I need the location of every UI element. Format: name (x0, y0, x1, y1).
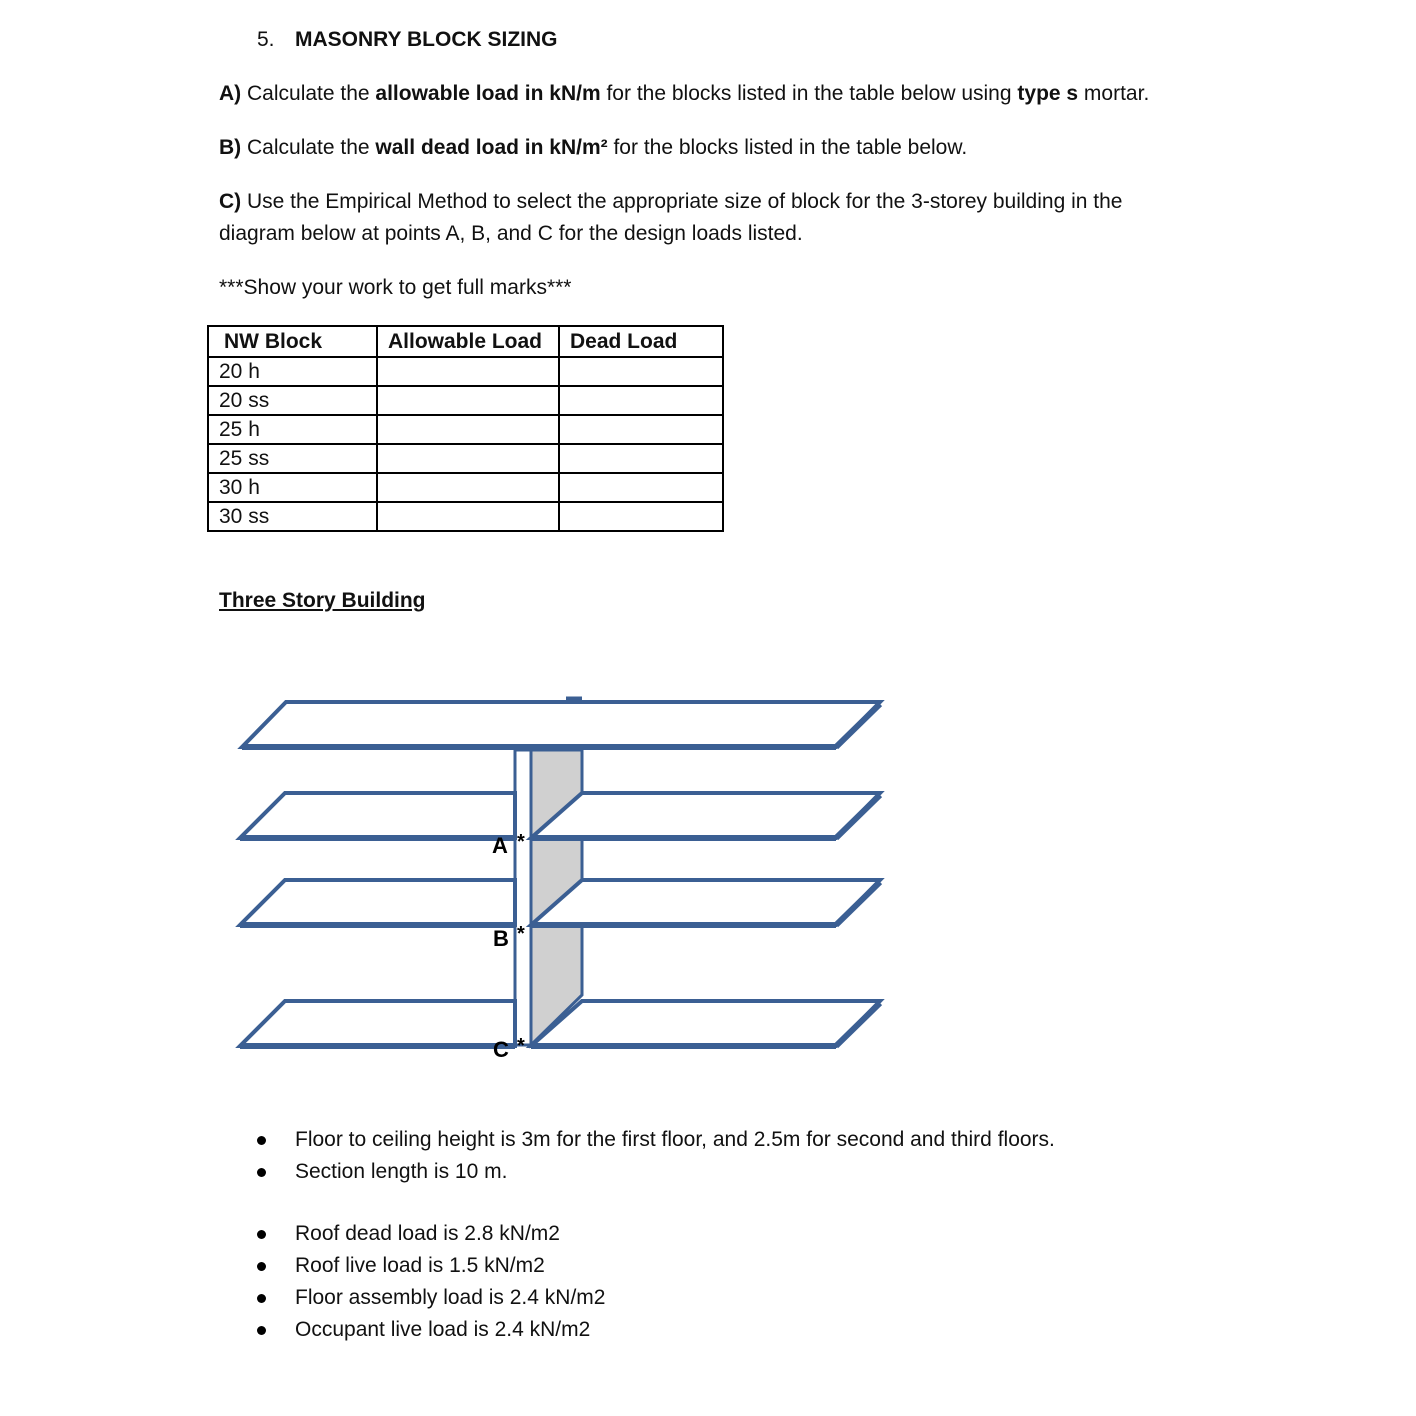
list-item (0, 1218, 605, 1250)
question-b-text: Calculate the (241, 136, 376, 159)
question-a-emphasis: allowable load in kN/m (375, 82, 601, 105)
question-b-text-end: for the blocks listed in the table below. (607, 136, 968, 159)
bullet-icon (257, 1168, 266, 1177)
list-item-text: Occupant live load is 2.4 kN/m2 (295, 1318, 591, 1341)
list-item (0, 1250, 605, 1282)
header-allowable-load: Allowable Load (377, 326, 559, 357)
block-cell: 30 h (208, 473, 377, 502)
wall-edge (515, 750, 531, 1045)
section-title: MASONRY BLOCK SIZING (295, 28, 558, 51)
point-b-label: B (493, 926, 509, 951)
list-item (0, 1282, 605, 1314)
question-a-text-mid: for the blocks listed in the table below using (600, 82, 1018, 105)
list-item-text: Floor assembly load is 2.4 kN/m2 (295, 1286, 606, 1309)
design-loads-list (0, 1218, 605, 1346)
question-c-text: Use the Empirical Method to select the appropriate size of block for the 3-storey building in the (241, 190, 1123, 213)
question-b-label: B) (219, 136, 242, 159)
block-cell: 25 ss (208, 444, 377, 473)
list-item-text: Roof dead load is 2.8 kN/m2 (295, 1222, 560, 1245)
block-cell: 30 ss (208, 502, 377, 531)
question-a-label: A) (219, 82, 242, 105)
bullet-icon (257, 1136, 266, 1145)
question-a-emphasis-2: type s (1017, 82, 1079, 105)
header-nw-block: NW Block (208, 326, 377, 357)
point-c-label: C (493, 1037, 509, 1062)
section-number: 5. (257, 28, 275, 51)
point-a-marker: * (517, 831, 525, 853)
block-cell: 20 ss (208, 386, 377, 415)
question-c-line-2: diagram below at points A, B, and C for the design loads listed. (219, 222, 803, 245)
building-parameters-list (0, 1124, 1055, 1188)
header-dead-load: Dead Load (559, 326, 723, 357)
block-cell: 25 h (208, 415, 377, 444)
point-a-label: A (492, 833, 508, 858)
list-item-text: Section length is 10 m. (295, 1160, 508, 1183)
list-item (0, 1156, 1055, 1188)
list-item-text: Floor to ceiling height is 3m for the first floor, and 2.5m for second and third floors. (295, 1128, 1055, 1151)
roof-slab (242, 699, 880, 747)
diagram-title: Three Story Building (219, 589, 426, 612)
bullet-icon (257, 1230, 266, 1239)
list-item-text: Roof live load is 1.5 kN/m2 (295, 1254, 545, 1277)
question-b-emphasis: wall dead load in kN/m² (375, 136, 608, 159)
point-c-marker: * (517, 1035, 525, 1057)
question-a-text: Calculate the (241, 82, 376, 105)
bullet-icon (257, 1262, 266, 1271)
point-b-marker: * (517, 923, 525, 945)
bullet-icon (257, 1294, 266, 1303)
block-cell: 20 h (208, 357, 377, 386)
question-c-label: C) (219, 190, 242, 213)
question-a-text-end: mortar. (1078, 82, 1150, 105)
list-item (0, 1314, 605, 1346)
show-work-note: ***Show your work to get full marks*** (219, 276, 572, 299)
bullet-icon (257, 1326, 266, 1335)
list-item (0, 1124, 1055, 1156)
